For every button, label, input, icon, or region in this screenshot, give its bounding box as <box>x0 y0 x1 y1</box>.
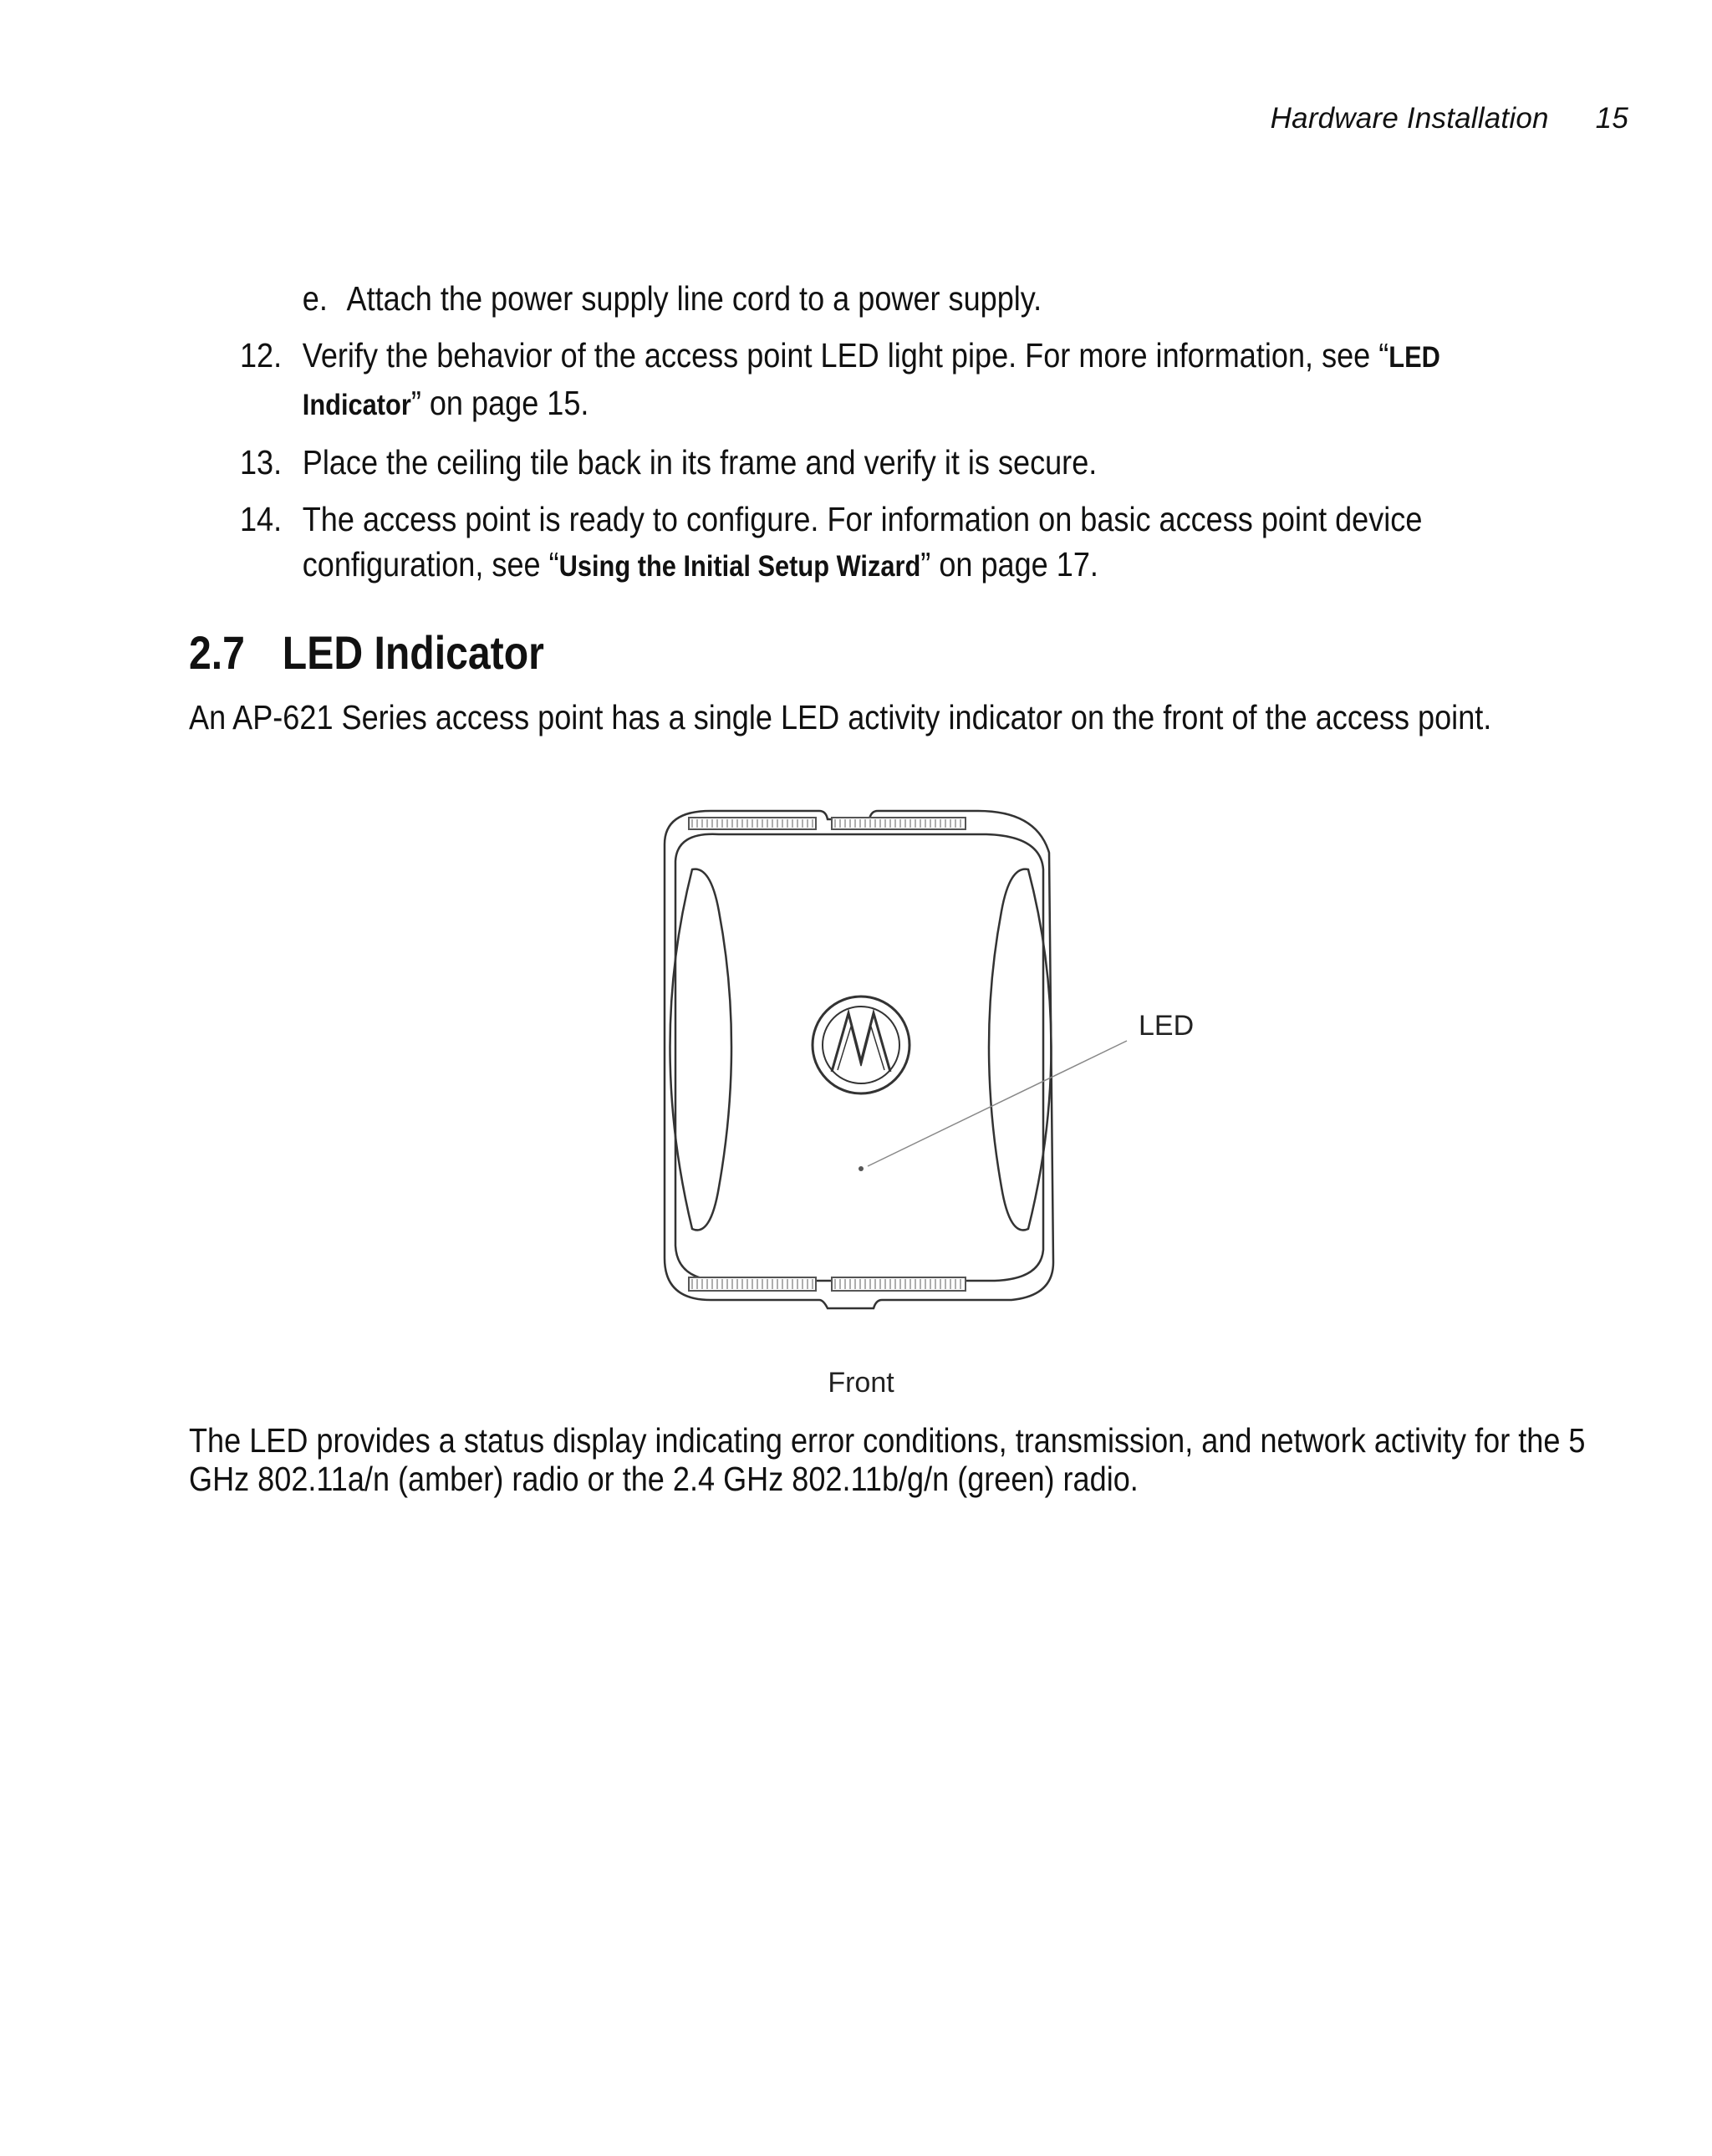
xref-setup-wizard-link[interactable]: Using the Initial Setup Wizard <box>558 550 921 583</box>
bottom-vents <box>689 1277 966 1291</box>
step-text-after: ” on page 17. <box>920 545 1098 584</box>
page-number: 15 <box>1595 102 1628 135</box>
step-number: 13. <box>239 443 283 482</box>
section-body: The LED provides a status display indicating error conditions, transmission, and network activity for the 5 GHz 802.11a/n (amber) radio or the 2.4 GHz 802.11b/g/n (green) radio. <box>189 1421 1586 1498</box>
step-text: Place the ceiling tile back in its frame and verify it is secure. <box>302 443 1098 482</box>
motorola-logo-icon <box>813 996 910 1093</box>
led-callout-label: LED <box>1139 1010 1195 1042</box>
section-intro: An AP-621 Series access point has a single LED activity indicator on the front of the access point. <box>189 698 1492 737</box>
step-text-before: Verify the behavior of the access point LED light pipe. For more information, see “ <box>302 336 1389 375</box>
led-dot-icon <box>859 1166 864 1171</box>
section-number: 2.7 <box>189 626 245 679</box>
step-number: e. <box>302 279 328 318</box>
step-12 <box>191 333 1441 428</box>
step-text: Attach the power supply line cord to a power supply. <box>346 279 1042 318</box>
figure-caption: Front <box>828 1367 894 1396</box>
page-header <box>1271 102 1628 135</box>
step-text-after: ” on page 15. <box>410 384 589 422</box>
step-number: 14. <box>239 500 283 538</box>
step-e <box>191 276 1441 321</box>
xref-led-indicator-link[interactable]: LED Indicator <box>302 341 1440 421</box>
installation-steps <box>191 276 1441 601</box>
step-14 <box>191 497 1441 589</box>
section-title: LED Indicator <box>282 626 544 679</box>
access-point-front-figure <box>619 794 1220 1396</box>
step-text-before: The access point is ready to configure. For information on basic access point device configuration, see “ <box>302 500 1423 584</box>
vent-lines-top <box>692 819 960 828</box>
step-number: 12. <box>239 336 283 375</box>
running-head: Hardware Installation <box>1270 102 1549 135</box>
section-heading <box>189 625 544 680</box>
step-13 <box>191 440 1441 485</box>
